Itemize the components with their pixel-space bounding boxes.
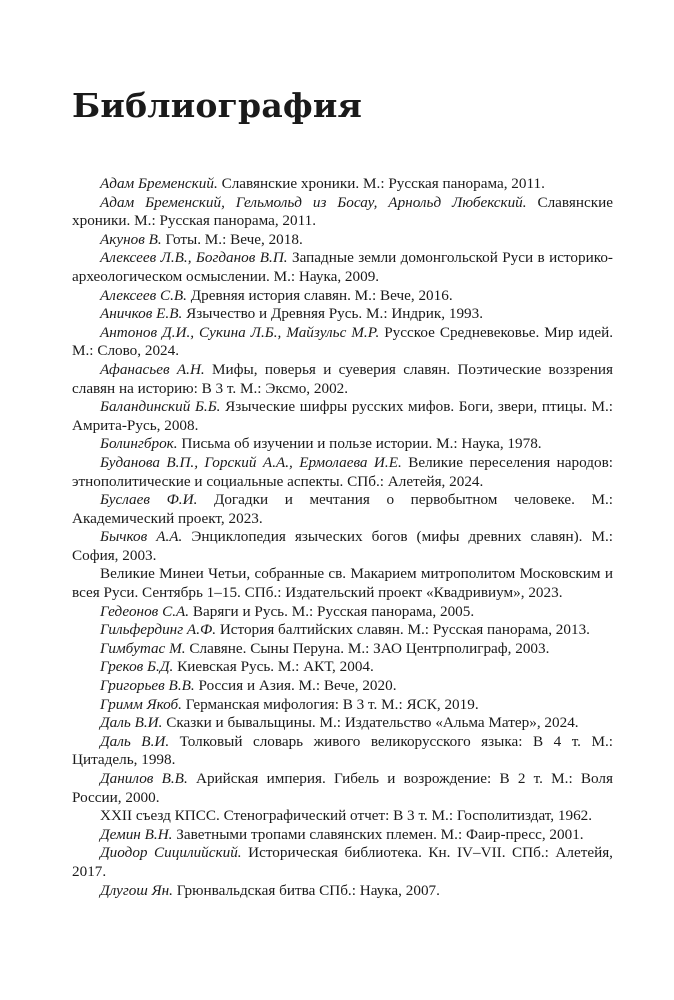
bibliography-entry (72, 565, 613, 602)
bibliography-entry (72, 194, 613, 231)
entry-text: Русское Средневековье. Мир идей. М.: Слово, 2024. (72, 323, 613, 360)
bibliography-entry (72, 603, 613, 622)
entry-text: Сказки и бывальщины. М.: Издательство «Альма Матер», 2024. (162, 714, 579, 732)
bibliography-entry (72, 770, 613, 807)
entry-author: Даль В.И. (100, 714, 163, 732)
entry-author: Алексеев С.В. (100, 286, 187, 304)
bibliography-entry (72, 621, 613, 640)
entry-author: Алексеев Л.В., Богданов В.П. (100, 249, 288, 267)
entry-text: Славяне. Сыны Перуна. М.: ЗАО Центрполиграф, 2003. (185, 639, 550, 657)
entry-author: Гильфердинг А.Ф. (100, 621, 217, 639)
entry-text: Письма об изучении и пользе истории. М.: Наука, 1978. (177, 435, 542, 453)
page-title: Библиография (72, 86, 363, 125)
bibliography-entry (72, 305, 613, 324)
entry-author: Демин В.Н. (100, 825, 173, 843)
entry-text: Готы. М.: Вече, 2018. (161, 230, 303, 248)
entry-author: Акунов В. (100, 230, 162, 248)
bibliography-entry (72, 361, 613, 398)
entry-author: Адам Бременский, Гельмольд из Босау, Арнольд Любекский. (100, 193, 527, 211)
bibliography-entry (72, 398, 613, 435)
bibliography-entry (72, 324, 613, 361)
bibliography-entry (72, 435, 613, 454)
entry-author: Болингброк. (100, 435, 178, 453)
bibliography-entry (72, 658, 613, 677)
bibliography-entry (72, 287, 613, 306)
entry-text: Великие переселения народов: этнополитические и социальные аспекты. СПб.: Алетейя, 2024. (72, 453, 613, 490)
entry-text: Варяги и Русь. М.: Русская панорама, 2005. (189, 602, 475, 620)
entry-author: Диодор Сицилийский. (100, 844, 242, 862)
bibliography-entry (72, 231, 613, 250)
entry-text: Историческая библиотека. Кн. IV–VII. СПб.: Алетейя, 2017. (72, 844, 613, 880)
entry-text: Толковый словарь живого великорусского языка: В 4 т. М.: Цитадель, 1998. (72, 732, 613, 769)
bibliography-entry (72, 733, 613, 770)
entry-text: Россия и Азия. М.: Вече, 2020. (194, 677, 397, 695)
entry-author: Буданова В.П., Горский А.А., Ермолаева И.Е. (100, 453, 402, 471)
entry-text: Арийская империя. Гибель и возрождение: В 2 т. М.: Воля России, 2000. (72, 770, 613, 806)
bibliography-list (72, 175, 613, 900)
entry-author: Бычков А.А. (100, 528, 183, 546)
entry-author: Длугош Ян. (100, 881, 173, 899)
entry-text: Древняя история славян. М.: Вече, 2016. (186, 286, 453, 304)
bibliography-entry (72, 696, 613, 715)
entry-text: XXII съезд КПСС. Стенографический отчет: В 3 т. М.: Госполитиздат, 1962. (100, 807, 593, 825)
bibliography-entry (72, 640, 613, 659)
entry-text: История балтийских славян. М.: Русская панорама, 2013. (216, 621, 590, 639)
bibliography-entry (72, 826, 613, 845)
entry-author: Адам Бременский. (100, 175, 218, 192)
entry-author: Гримм Якоб. (100, 695, 182, 713)
entry-author: Аничков Е.В. (100, 305, 183, 323)
entry-text: Мифы, поверья и суеверия славян. Поэтические воззрения славян на историю: В 3 т. М.: Эксмо, 2002. (72, 360, 613, 397)
entry-text: Язычество и Древняя Русь. М.: Индрик, 1993. (182, 305, 484, 323)
entry-author: Гимбутас М. (100, 639, 186, 657)
bibliography-entry (72, 677, 613, 696)
entry-author: Данилов В.В. (100, 770, 188, 787)
entry-text: Энциклопедия языческих богов (мифы древних славян). М.: София, 2003. (72, 528, 613, 564)
bibliography-entry (72, 882, 613, 901)
bibliography-entry (72, 249, 613, 286)
entry-text: Германская мифология: В 3 т. М.: ЯСК, 2019. (181, 695, 479, 713)
bibliography-entry (72, 807, 613, 826)
entry-text: Киевская Русь. М.: АКТ, 2004. (173, 658, 374, 676)
entry-author: Григорьев В.В. (100, 677, 195, 695)
entry-text: Догадки и мечтания о первобытном человеке. М.: Академический проект, 2023. (72, 491, 614, 527)
bibliography-entry (72, 714, 613, 733)
entry-text: Заветными тропами славянских племен. М.: Фаир-пресс, 2001. (172, 825, 584, 843)
entry-text: Славянские хроники. М.: Русская панорама, 2011. (72, 193, 613, 230)
bibliography-entry (72, 175, 613, 194)
entry-author: Афанасьев А.Н. (100, 360, 205, 378)
entry-text: Великие Минеи Четьи, собранные св. Макарием митрополитом Московским и всея Руси. Сентябрь 1–15. СПб.: Издательский проект «Квадривиум», 2023. (72, 565, 613, 602)
entry-author: Антонов Д.И., Сукина Л.Б., Майзульс М.Р. (100, 323, 380, 341)
entry-text: Славянские хроники. М.: Русская панорама, 2011. (217, 175, 545, 192)
bibliography-entry (72, 491, 613, 528)
entry-author: Гедеонов С.А. (100, 602, 190, 620)
entry-author: Баландинский Б.Б. (100, 398, 221, 416)
entry-author: Буслаев Ф.И. (100, 491, 198, 509)
entry-text: Грюнвальдская битва СПб.: Наука, 2007. (172, 881, 440, 899)
bibliography-entry (72, 844, 613, 881)
entry-author: Греков Б.Д. (100, 658, 174, 676)
bibliography-entry (72, 528, 613, 565)
entry-text: Языческие шифры русских мифов. Боги, звери, птицы. М.: Амрита-Русь, 2008. (72, 398, 614, 434)
entry-text: Западные земли домонгольской Руси в историко-археологическом осмыслении. М.: Наука, 2009. (72, 249, 613, 285)
entry-author: Даль В.И. (100, 732, 170, 750)
bibliography-entry (72, 454, 613, 491)
